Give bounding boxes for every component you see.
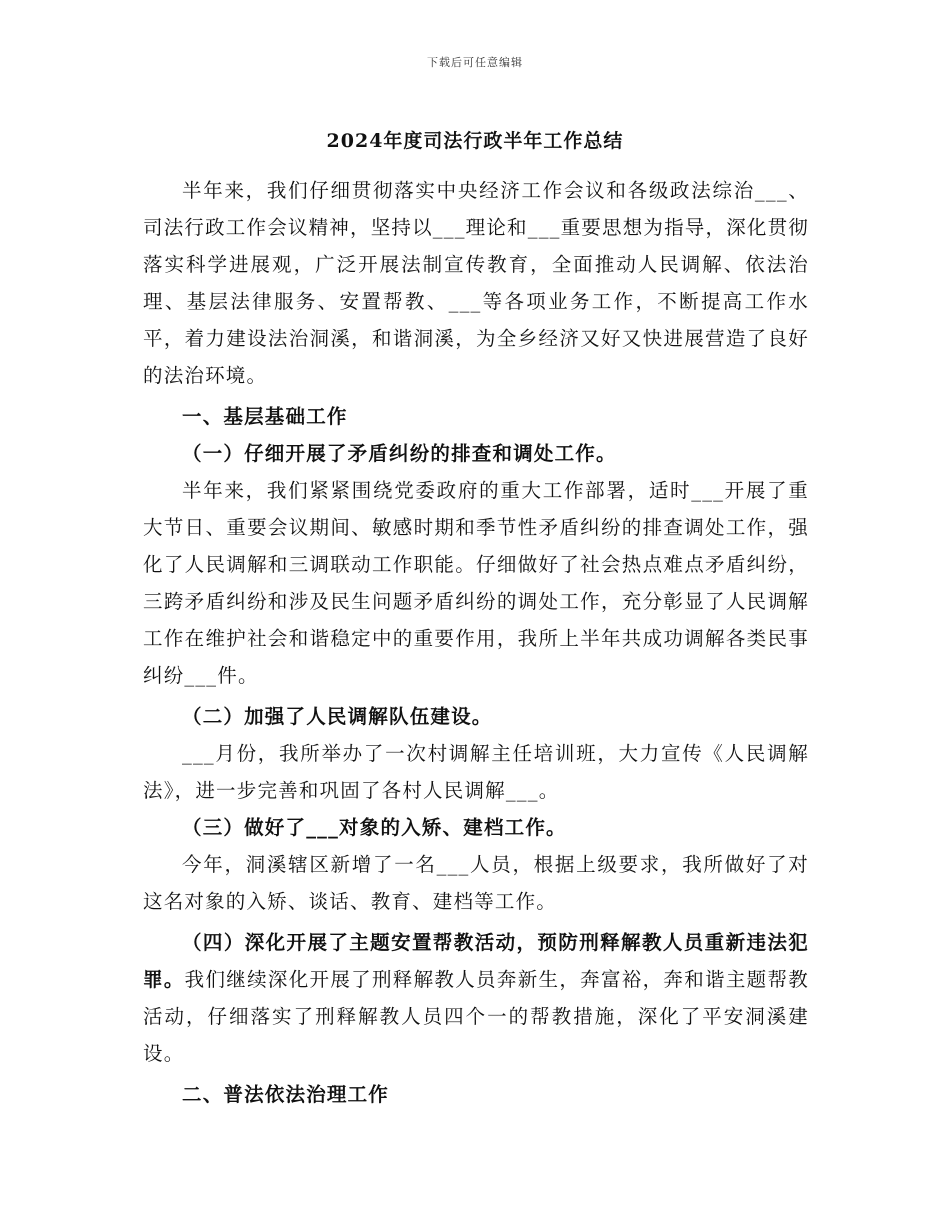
section1-sub1-heading: （一）仔细开展了矛盾纠纷的排查和调处工作。: [182, 442, 617, 465]
section1-sub4-text: 我们继续深化开展了刑释解教人员奔新生，奔富裕，奔和谐主题帮教活动，仔细落实了刑释解教人员四个一的帮教措施，深化了平安洞溪建设。: [143, 968, 809, 1065]
document-title: 2024年度司法行政半年工作总结: [326, 130, 624, 152]
section1-sub1-paragraph: 半年来，我们紧紧围绕党委政府的重大工作部署，适时___开展了重大节日、重要会议期间、敏感时期和季节性矛盾纠纷的排查调处工作，强化了人民调解和三调联动工作职能。仔细做好了社会热点难点矛盾纠纷，三跨矛盾纠纷和涉及民生问题矛盾纠纷的调处工作，充分彰显了人民调解工作在维护社会和谐稳定中的重要作用，我所上半年共成功调解各类民事纠纷___件。: [143, 479, 809, 687]
section1-sub3-paragraph: 今年，洞溪辖区新增了一名___人员，根据上级要求，我所做好了对这名对象的入矫、谈话、教育、建档等工作。: [143, 853, 809, 913]
section1-heading: 一、基层基础工作: [182, 405, 348, 428]
section1-sub3-heading: （三）做好了___对象的入矫、建档工作。: [182, 816, 567, 839]
section1-sub4-heading: （四）深化开展了主题安置帮教活动，预防刑释解教人员重新违法犯罪。: [143, 931, 809, 991]
section1-sub4-paragraph: [143, 924, 809, 1072]
intro-paragraph: 半年来，我们仔细贯彻落实中央经济工作会议和各级政法综治___、司法行政工作会议精神，坚持以___理论和___重要思想为指导，深化贯彻落实科学进展观，广泛开展法制宣传教育，全面推动人民调解、依法治理、基层法律服务、安置帮教、___等各项业务工作，不断提高工作水平，着力建设法治洞溪，和谐洞溪，为全乡经济又好又快进展营造了良好的法治环境。: [143, 179, 810, 387]
section1-sub2-heading: （二）加强了人民调解队伍建设。: [182, 705, 493, 728]
document-body: [143, 172, 809, 1113]
section2-heading: 二、普法依法治理工作: [182, 1083, 390, 1106]
section1-sub2-paragraph: ___月份，我所举办了一次村调解主任培训班，大力宣传《人民调解法》，进一步完善和巩固了各村人民调解___。: [143, 742, 809, 802]
header-note: 下载后可任意编辑: [427, 56, 523, 69]
